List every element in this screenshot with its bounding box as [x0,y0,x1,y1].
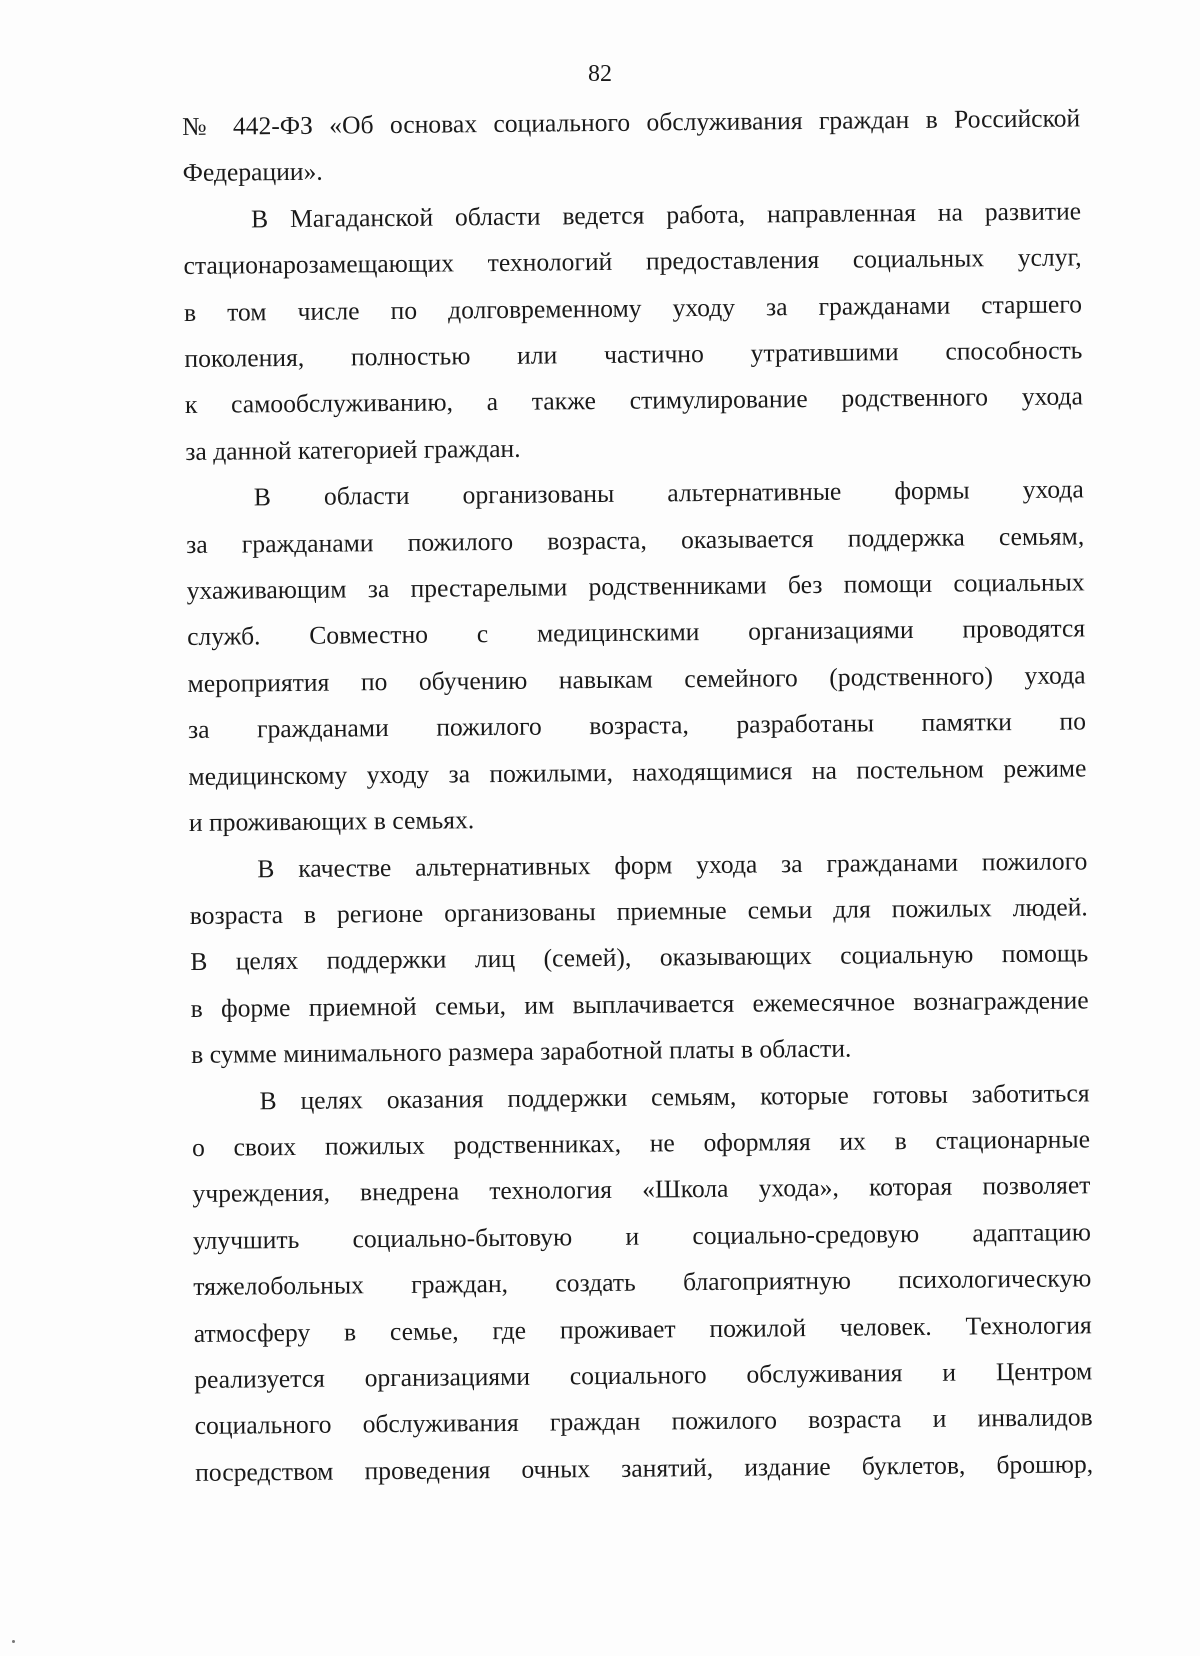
text-line: В области организованы альтернативные формы ухода [253,474,1084,512]
text-line: служб. Совместно с медицинскими организациями проводятся [186,613,1086,652]
text-line: реализуется организациями социального обслуживания и Центром [194,1356,1093,1394]
paragraph-2 [183,188,1084,475]
text-line: посредством проведения очных занятий, издание буклетов, брошюр, [194,1449,1094,1487]
text-line: за гражданами пожилого возраста, разработаны памятки по [187,706,1087,745]
paragraph-1 [182,95,1081,196]
text-line: возраста в регионе организованы приемные семьи для пожилых людей. [189,892,1088,930]
text-line: В качестве альтернативных форм ухода за гражданами пожилого [257,845,1088,883]
text-line: ухаживающим за престарелыми родственниками без помощи социальных [186,567,1085,606]
text-line: о своих пожилых родственниках, не оформляя их в стационарные [191,1124,1091,1162]
text-line: за гражданами пожилого возраста, оказывается поддержка семьям, [186,521,1085,559]
text-line: № 442-ФЗ «Об основах социального обслуживания граждан в Российской [182,103,1081,141]
text-line: В целях поддержки лиц (семей), оказывающих социальную помощь [190,938,1089,977]
text-line: Федерации». [182,157,323,188]
text-line: и проживающих в семьях. [188,805,475,838]
text-line: атмосферу в семье, где проживает пожилой человек. Технология [193,1309,1092,1348]
paragraph-5 [191,1070,1093,1496]
document-body [182,95,1093,1496]
page-number: 82 [588,61,612,87]
paragraph-4 [189,838,1089,1079]
text-line: мероприятия по обучению навыкам семейного (родственного) ухода [187,660,1086,698]
text-line: поколения, полностью или частично утратившими способность [184,335,1083,374]
text-line: медицинскому уходу за пожилыми, находящимися на постельном режиме [188,753,1087,791]
text-line: В целях оказания поддержки семьям, которые готовы заботиться [259,1077,1090,1115]
text-line: учреждения, внедрена технология «Школа ухода», которая позволяет [192,1170,1091,1209]
text-line: стационарозамещающих технологий предоставления социальных услуг, [183,242,1082,281]
scan-speck [12,1640,15,1643]
text-line: улучшить социально-бытовую и социально-средовую адаптацию [192,1217,1092,1255]
text-line: в сумме минимального размера заработной платы в области. [190,1033,852,1070]
text-line: в том числе по долговременному уходу за гражданами старшего [183,288,1083,327]
text-line: социального обслуживания граждан пожилого возраста и инвалидов [194,1402,1093,1441]
text-line: В Магаданской области ведется работа, направленная на развитие [250,196,1082,234]
text-line: за данной категорией граждан. [185,433,521,466]
text-line: к самообслуживанию, а также стимулирование родственного ухода [184,381,1083,420]
paragraph-3 [186,467,1088,847]
text-line: тяжелобольных граждан, создать благоприятную психологическую [193,1263,1092,1302]
text-line: в форме приемной семьи, им выплачивается ежемесячное вознаграждение [190,985,1089,1023]
